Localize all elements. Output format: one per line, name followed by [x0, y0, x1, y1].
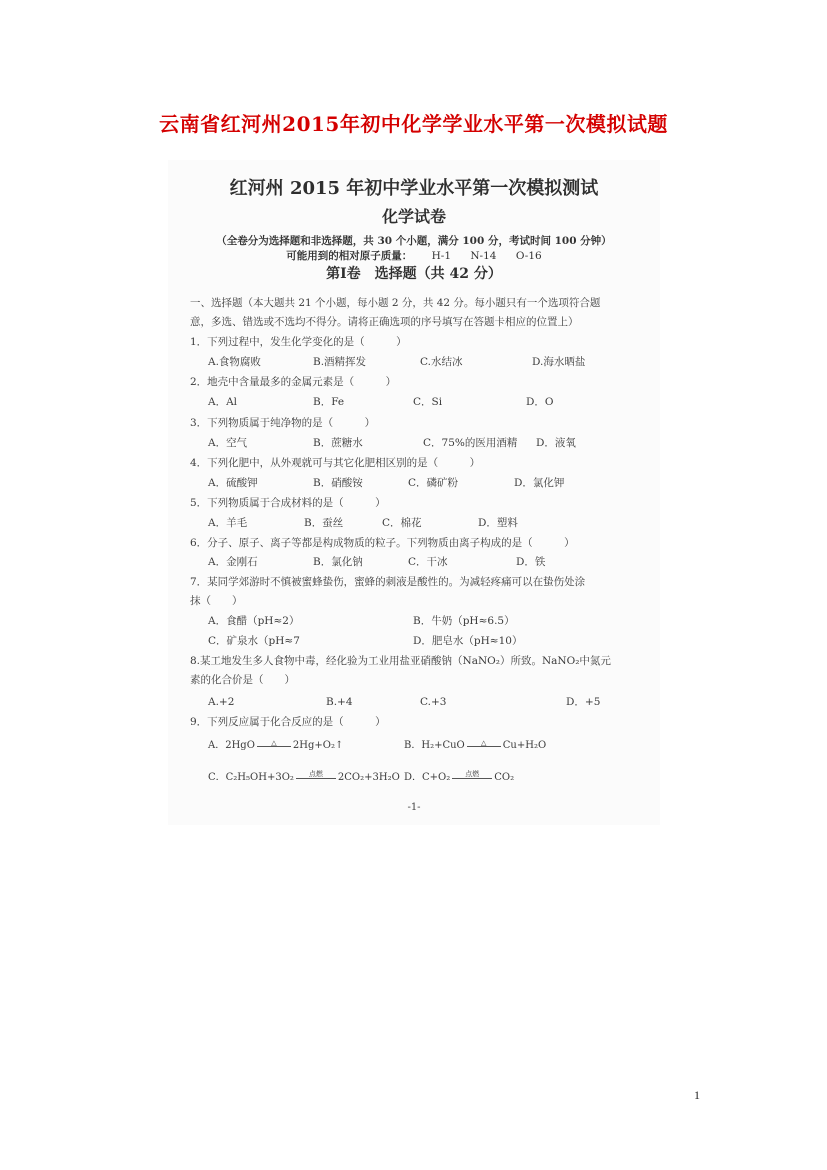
option-a: A.+2 — [208, 696, 235, 708]
option-c: C．矿泉水（pH≈7 — [208, 635, 300, 647]
option-d: D．铁 — [516, 556, 546, 568]
equation-d — [404, 768, 514, 783]
question-stem-continued: 素的化合价是（ ） — [190, 674, 295, 686]
inner-page-number: -1- — [407, 802, 421, 813]
question-stem: 7．某同学郊游时不慎被蜜蜂蛰伤，蜜蜂的刺液是酸性的。为减轻疼痛可以在蛰伤处涂 — [190, 576, 586, 588]
equation-reactants: A．2HgO — [208, 740, 255, 751]
reaction-arrow — [452, 770, 492, 783]
equation-products: 2CO₂+3H₂O — [337, 772, 400, 783]
option-c: C．Si — [413, 396, 443, 408]
question-stem: 9．下列反应属于化合反应的是（ ） — [190, 716, 386, 728]
option-c: C.+3 — [420, 696, 447, 708]
option-b: B.+4 — [326, 696, 353, 708]
reaction-arrow — [467, 739, 501, 751]
equation-reactants: B．H₂+CuO — [404, 740, 465, 751]
equation-b — [404, 736, 546, 751]
option-c: C．磷矿粉 — [408, 477, 459, 489]
option-a: A．金刚石 — [208, 556, 258, 568]
equation-reactants: D．C+O₂ — [404, 772, 451, 783]
reaction-arrow — [257, 739, 291, 751]
option-a: A．硫酸钾 — [208, 477, 258, 489]
atomic-mass-h: H-1 — [431, 250, 452, 262]
question-stem-continued: 抹（ ） — [190, 595, 243, 607]
exam-subject: 化学试卷 — [381, 207, 446, 226]
option-a: A．空气 — [208, 437, 248, 449]
option-c: C．75%的医用酒精 — [423, 437, 518, 449]
option-b: B．蚕丝 — [304, 517, 344, 529]
page-number: 1 — [694, 1088, 700, 1102]
atomic-mass-line — [168, 248, 660, 263]
reaction-condition: 点燃 — [308, 770, 323, 778]
option-b: B．氯化钠 — [313, 556, 363, 568]
atomic-mass-label: 可能用到的相对原子质量： — [286, 250, 413, 262]
scanned-exam-page — [168, 160, 660, 825]
question-stem: 4．下列化肥中，从外观就可与其它化肥相区别的是（ ） — [190, 457, 481, 469]
section-instructions-line1: 一、选择题（本大题共 21 个小题，每小题 2 分，共 42 分。每小题只有一个选项符合题 — [190, 297, 601, 309]
option-a: A．食醋（pH≈2） — [208, 615, 300, 627]
option-b: B．Fe — [313, 396, 345, 408]
atomic-mass-n: N-14 — [470, 250, 497, 262]
question-stem: 8.某工地发生多人食物中毒，经化验为工业用盐亚硝酸钠（NaNO₂）所致。NaNO₂中氮元 — [190, 655, 611, 667]
option-b: B．硝酸铵 — [313, 477, 363, 489]
option-b: B．蔗糖水 — [313, 437, 363, 449]
equation-a — [208, 736, 343, 751]
option-a: A.食物腐败 — [208, 356, 261, 368]
option-d: D．液氧 — [536, 437, 576, 449]
reaction-condition: 点燃 — [465, 770, 480, 778]
equation-products: 2Hg+O₂↑ — [292, 740, 344, 751]
question-stem: 5．下列物质属于合成材料的是（ ） — [190, 497, 386, 509]
option-a: A．羊毛 — [208, 517, 248, 529]
exam-note: （全卷分为选择题和非选择题，共 30 个小题，满分 100 分，考试时间 100 分钟） — [216, 235, 612, 247]
question-stem: 6．分子、原子、离子等都是构成物质的粒子。下列物质由离子构成的是（ ） — [190, 537, 575, 549]
question-stem: 2．地壳中含量最多的金属元素是（ ） — [190, 376, 397, 388]
page-title: 云南省红河州2015年初中化学学业水平第一次模拟试题 — [159, 112, 668, 136]
option-d: D．肥皂水（pH≈10） — [413, 635, 523, 647]
equation-products: Cu+H₂O — [502, 740, 547, 751]
reaction-arrow — [296, 770, 336, 783]
option-b: B．牛奶（pH≈6.5） — [413, 615, 515, 627]
option-d: D．O — [526, 396, 554, 408]
option-c: C．棉花 — [382, 517, 422, 529]
equation-reactants: C．C₂H₅OH+3O₂ — [208, 772, 294, 783]
reaction-condition: △ — [481, 739, 487, 747]
option-b: B.酒精挥发 — [313, 356, 367, 368]
atomic-mass-o: O-16 — [515, 250, 542, 262]
equation-products: CO₂ — [494, 772, 515, 783]
question-stem: 3．下列物质属于纯净物的是（ ） — [190, 417, 376, 429]
question-stem: 1．下列过程中，发生化学变化的是（ ） — [190, 336, 407, 348]
reaction-condition: △ — [271, 739, 277, 747]
option-c: C.水结冰 — [420, 356, 463, 368]
option-a: A．Al — [208, 396, 238, 408]
equation-c — [208, 768, 400, 783]
option-d: D．+5 — [566, 696, 601, 708]
option-d: D．塑料 — [478, 517, 518, 529]
option-c: C．干冰 — [408, 556, 448, 568]
option-d: D．氯化钾 — [514, 477, 565, 489]
part-title: 第Ⅰ卷 选择题（共 42 分） — [326, 266, 502, 282]
section-instructions-line2: 意，多选、错选或不选均不得分。请将正确选项的序号填写在答题卡相应的位置上） — [190, 316, 579, 328]
option-d: D.海水晒盐 — [532, 356, 586, 368]
exam-header-title: 红河州 2015 年初中学业水平第一次模拟测试 — [229, 178, 599, 199]
